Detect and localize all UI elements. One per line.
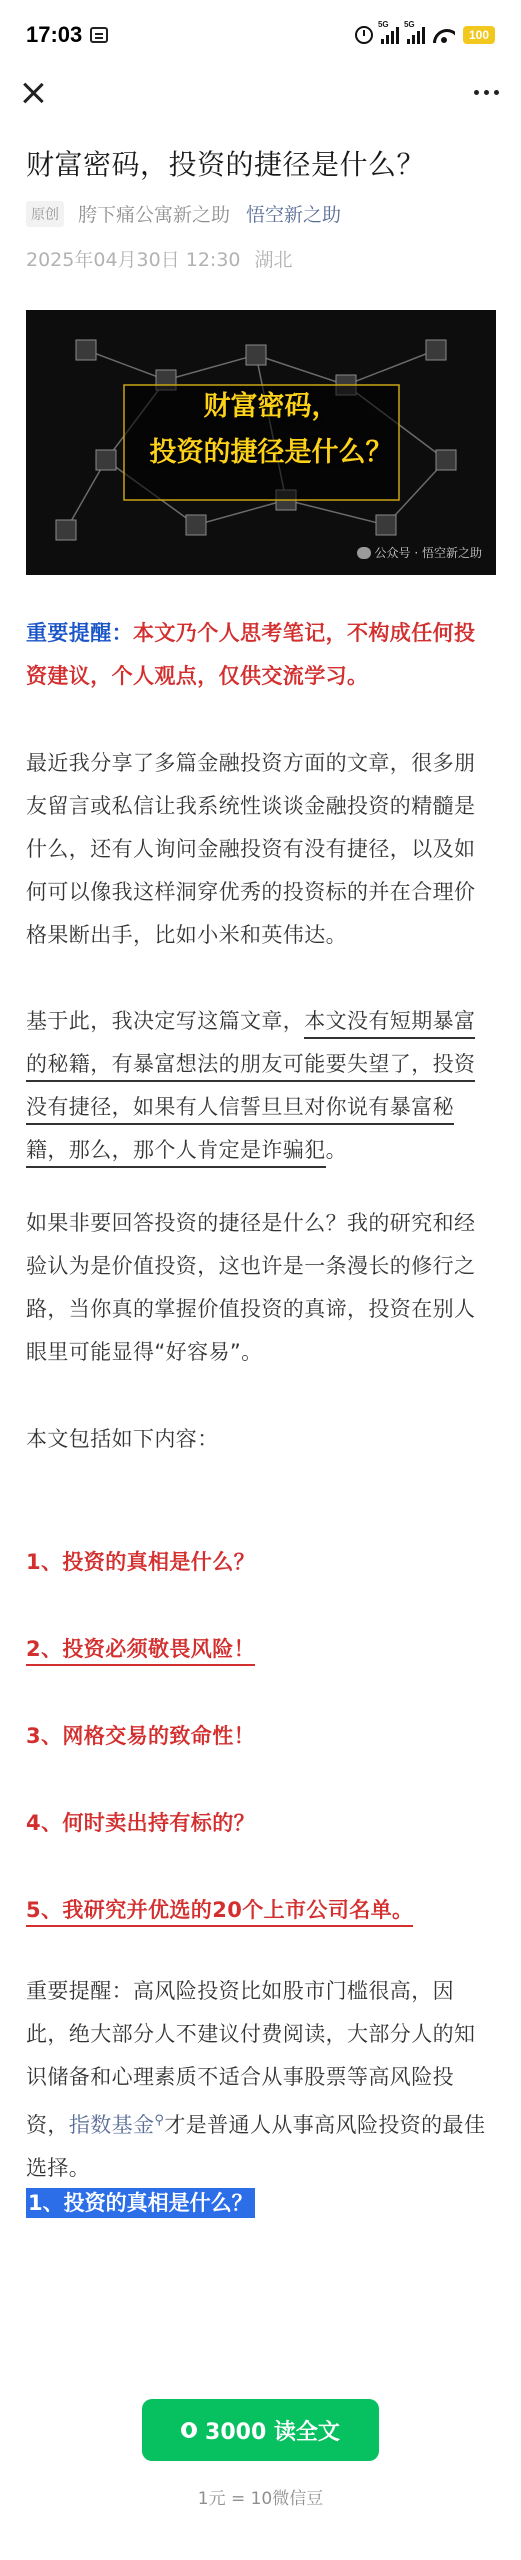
- toc-item-3: 3、网格交易的致命性！: [26, 1724, 256, 1748]
- publish-info: [26, 245, 293, 272]
- cover-image: [26, 310, 496, 575]
- toc-item-5: 5、我研究并优选的20个上市公司名单。: [26, 1895, 413, 1925]
- cover-line-1: 财富密码，: [203, 391, 339, 422]
- original-badge: 原创: [26, 201, 64, 227]
- paragraph-purpose: [26, 1000, 496, 1172]
- nav-bar: [0, 70, 521, 116]
- status-time: 17:03: [26, 22, 83, 47]
- paragraph-intro: 最近我分享了多篇金融投资方面的文章，很多朋友留言或私信让我系统性谈谈金融投资的精髓是什么，还有人询问金融投资有没有捷径，以及如何可以像我这样洞穿优秀的投资标的并在合理价格果断出手，比如小米和英伟达。: [26, 751, 476, 947]
- status-icons: [355, 20, 495, 44]
- signal-icon-2: [403, 20, 425, 44]
- paragraph-risk-notice: [26, 1970, 496, 2190]
- wechat-bean-icon: [181, 2422, 197, 2438]
- more-options-icon[interactable]: [474, 82, 499, 102]
- alarm-icon: [355, 26, 373, 44]
- notice-label: 重要提醒：: [26, 621, 133, 645]
- message-notification-icon: [90, 27, 108, 43]
- signal-label-2: 5G: [403, 20, 415, 29]
- read-button-label: 3000 读全文: [205, 2419, 340, 2445]
- price-rate: 1元 = 10微信豆: [197, 2489, 324, 2509]
- close-icon[interactable]: [18, 78, 48, 108]
- toc-item-2: 2、投资必须敬畏风险！: [26, 1634, 255, 1664]
- status-bar: [0, 0, 521, 70]
- paragraph-value-investing: 如果非要回答投资的捷径是什么？我的研究和经验认为是价值投资，这也许是一条漫长的修行之路，当你真的掌握价值投资的真谛，投资在别人眼里可能显得“好容易”。: [26, 1211, 476, 1364]
- notice-text: 本文乃个人思考笔记，不构成任何投资建议，个人观点，仅供交流学习。: [26, 621, 476, 688]
- article-title: 财富密码，投资的捷径是什么？: [26, 148, 426, 181]
- watermark-text: 公众号 · 悟空新之助: [374, 546, 482, 560]
- wifi-icon: [433, 27, 455, 43]
- signal-icon-1: [377, 20, 399, 44]
- author-name: 胯下痛公寓新之助: [78, 204, 231, 226]
- purpose-underlined: 本文没有短期暴富的秘籍，有暴富想法的朋友可能要失望了，投资没有捷径，如果有人信誓旦旦对你说有暴富秘籍，那么，那个人肯定是诈骗犯: [26, 1009, 475, 1168]
- important-notice: [26, 612, 496, 698]
- publish-location: 湖北: [254, 249, 293, 271]
- paragraph-contents-intro: 本文包括如下内容：: [26, 1427, 219, 1451]
- index-fund-link[interactable]: 指数基金: [68, 2113, 155, 2137]
- section-heading-1: 1、投资的真相是什么？: [26, 2188, 255, 2218]
- purpose-lead: 基于此，我决定写这篇文章，: [26, 1009, 305, 1033]
- toc-item-1: 1、投资的真相是什么？: [26, 1550, 256, 1574]
- cover-line-2: 投资的捷径是什么？: [149, 437, 393, 468]
- wechat-icon: [357, 547, 371, 559]
- purpose-end: 。: [325, 1138, 348, 1162]
- cover-headline: [126, 384, 416, 476]
- article-meta: [26, 200, 341, 227]
- read-full-text-button[interactable]: [142, 2399, 379, 2461]
- battery-indicator: 100: [463, 26, 495, 44]
- risk-text-a: 重要提醒：高风险投资比如股市门槛很高，因此，绝大部分人不建议付费阅读，大部分人的知识储备和心理素质不适合从事股票等高风险投资，: [26, 1979, 476, 2137]
- risk-text-b: 才是普通人从事高风险投资的最佳选择。: [26, 2113, 486, 2180]
- cover-watermark: [357, 544, 482, 561]
- search-icon[interactable]: ⚲: [154, 2113, 165, 2128]
- publish-date: 2025年04月30日 12:30: [26, 249, 241, 271]
- paywall-fade: [0, 2240, 521, 2400]
- toc-item-4: 4、何时卖出持有标的？: [26, 1811, 256, 1835]
- signal-label-1: 5G: [377, 20, 389, 29]
- account-link[interactable]: 悟空新之助: [246, 204, 342, 226]
